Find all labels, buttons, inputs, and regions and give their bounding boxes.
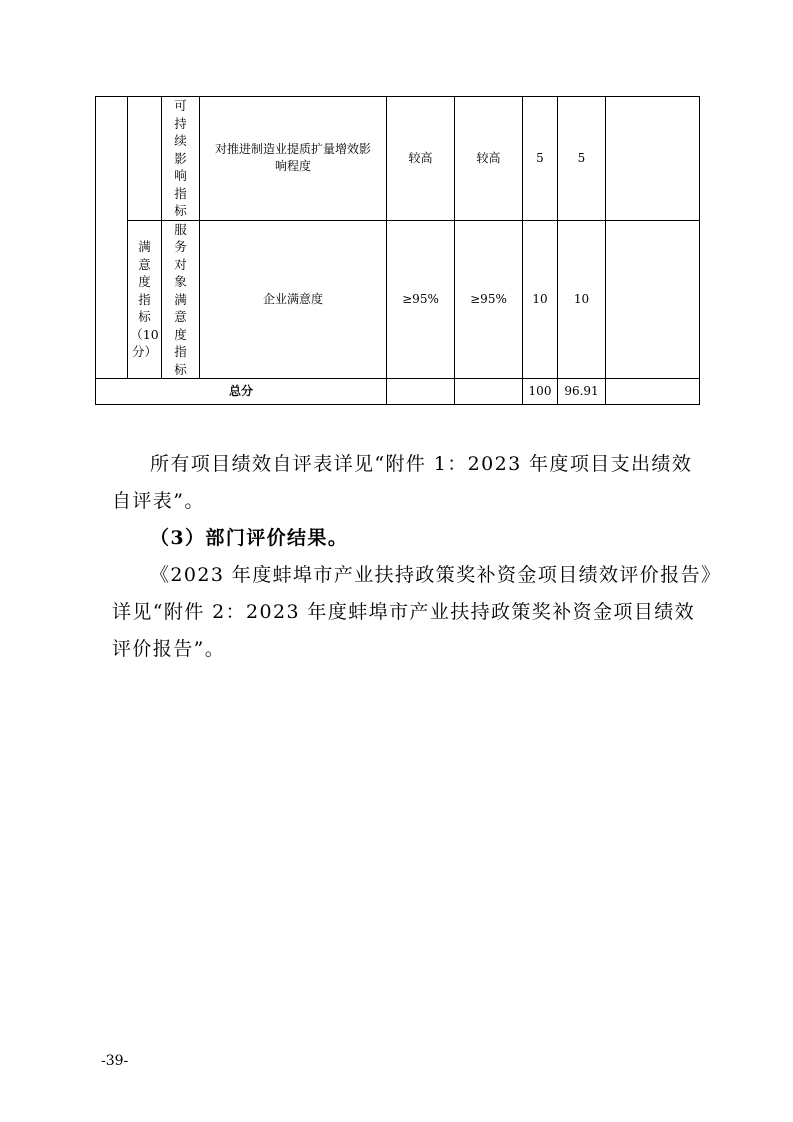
indicator-cell: 企业满意度	[200, 220, 387, 379]
total-actual-cell	[455, 379, 523, 405]
level1-cell	[96, 97, 128, 379]
vertical-char: 可	[174, 98, 187, 113]
vertical-char: 度	[138, 274, 151, 289]
total-target-cell	[387, 379, 455, 405]
vertical-char: （10	[130, 326, 159, 342]
vertical-char: 指	[138, 291, 151, 307]
vertical-char: 意	[174, 309, 187, 324]
level3-cell	[162, 220, 200, 379]
vertical-char: 标	[138, 309, 151, 324]
vertical-char: 满	[174, 291, 187, 307]
table-row	[96, 220, 700, 379]
page-number: -39-	[101, 1053, 129, 1069]
total-row	[96, 379, 700, 405]
weight-cell: 10	[523, 220, 558, 379]
vertical-char: 分）	[131, 344, 157, 359]
indicator-cell: 对推进制造业提质扩量增效影响程度	[200, 97, 387, 221]
weight-cell: 5	[523, 97, 558, 221]
score-cell: 5	[558, 97, 606, 221]
vertical-char: 影	[174, 150, 187, 166]
total-weight: 100	[523, 379, 558, 405]
score-cell: 10	[558, 220, 606, 379]
vertical-char: 度	[174, 326, 187, 342]
total-label: 总分	[96, 379, 387, 405]
target-cell: 较高	[387, 97, 455, 221]
table-row	[96, 97, 700, 221]
vertical-char: 满	[138, 239, 151, 254]
vertical-char: 意	[138, 256, 151, 272]
vertical-char: 务	[174, 239, 187, 254]
level2-cell	[128, 220, 162, 379]
vertical-char: 指	[174, 344, 187, 359]
vertical-char: 持	[174, 115, 187, 131]
vertical-char: 象	[174, 274, 187, 289]
vertical-char: 对	[174, 256, 187, 272]
vertical-char: 标	[174, 361, 187, 377]
vertical-char: 标	[174, 203, 187, 218]
level3-cell	[162, 97, 200, 221]
paragraph-appendix-1: 所有项目绩效自评表详见“附件 1：2023 年度项目支出绩效自评表”。	[112, 453, 693, 512]
actual-cell: ≥95%	[455, 220, 523, 379]
vertical-char: 续	[174, 133, 187, 148]
level2-cell	[128, 97, 162, 221]
section-heading: （3）部门评价结果。	[150, 527, 349, 549]
performance-table	[95, 96, 700, 405]
target-cell: ≥95%	[387, 220, 455, 379]
total-score: 96.91	[558, 379, 606, 405]
paragraph-appendix-2: 《2023 年度蚌埠市产业扶持政策奖补资金项目绩效评价报告》详见“附件 2：2023 年度蚌埠市产业扶持政策奖补资金项目绩效评价报告”。	[112, 564, 712, 660]
note-cell	[606, 97, 700, 221]
vertical-char: 服	[174, 221, 187, 237]
actual-cell: 较高	[455, 97, 523, 221]
vertical-char: 指	[174, 185, 187, 201]
total-note-cell	[606, 379, 700, 405]
vertical-char: 响	[174, 168, 187, 183]
body-text	[112, 446, 712, 668]
note-cell	[606, 220, 700, 379]
